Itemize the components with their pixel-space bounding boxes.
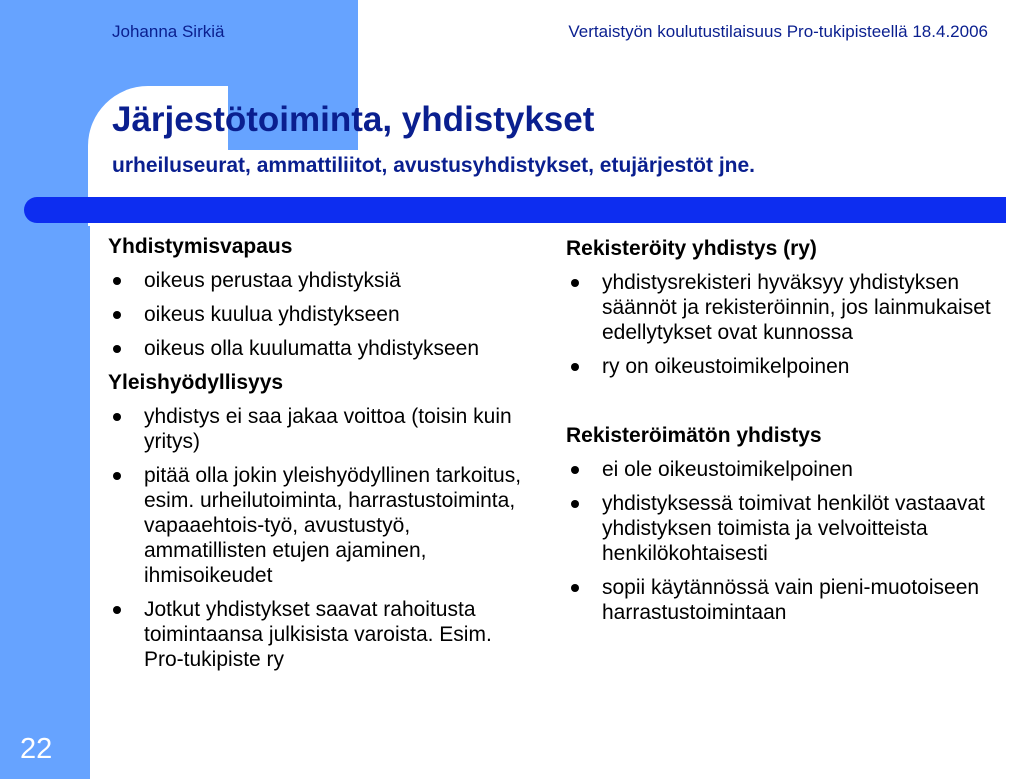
bullet-icon [113, 311, 121, 319]
list-item-text: yhdistys ei saa jakaa voittoa (toisin kuin yritys) [144, 405, 512, 453]
list-item [566, 270, 996, 345]
title-divider-bar [24, 197, 1006, 223]
bullet-list [566, 457, 996, 625]
bullet-icon [571, 500, 579, 508]
section-heading: Yleishyödyllisyys [108, 371, 284, 394]
list-item-text: ei ole oikeustoimikelpoinen [602, 458, 853, 481]
slide-title: Järjestötoiminta, yhdistykset [112, 100, 595, 139]
list-item-text: yhdistysrekisteri hyväksyy yhdistyksen säännöt ja rekisteröinnin, jos lainmukaiset edellytykset ovat kunnossa [602, 271, 991, 344]
list-item-text: Jotkut yhdistykset saavat rahoitusta toimintaansa julkisista varoista. Esim. Pro-tukipiste ry [144, 598, 492, 671]
list-item-text: oikeus kuulua yhdistykseen [144, 303, 400, 326]
list-item [108, 597, 528, 672]
list-item [108, 463, 528, 588]
section-heading: Rekisteröity yhdistys (ry) [566, 237, 817, 260]
list-item-text: oikeus olla kuulumatta yhdistykseen [144, 337, 480, 360]
list-item [108, 268, 528, 293]
list-item [566, 354, 996, 379]
list-item [566, 491, 996, 566]
list-item [108, 404, 528, 454]
slide-subtitle: urheiluseurat, ammattiliitot, avustusyhdistykset, etujärjestöt jne. [112, 154, 756, 177]
list-item [108, 336, 528, 361]
bullet-icon [113, 277, 121, 285]
header-event: Vertaistyön koulutustilaisuus Pro-tukipisteellä 18.4.2006 [568, 22, 988, 41]
bullet-icon [113, 472, 121, 480]
bullet-icon [571, 279, 579, 287]
bullet-icon [571, 584, 579, 592]
bullet-list [108, 404, 528, 672]
list-item [566, 457, 996, 482]
section-heading: Rekisteröimätön yhdistys [566, 424, 822, 447]
bullet-list [566, 270, 996, 379]
list-item-text: ry on oikeustoimikelpoinen [602, 355, 850, 378]
bullet-icon [113, 413, 121, 421]
bullet-icon [113, 345, 121, 353]
list-item-text: yhdistyksessä toimivat henkilöt vastaavat yhdistyksen toimista ja velvoitteista henkilökohtaisesti [602, 492, 985, 565]
list-item [108, 302, 528, 327]
list-item-text: pitää olla jokin yleishyödyllinen tarkoitus, esim. urheilutoiminta, harrastustoiminta, vapaaehtois-työ, avustustyö, ammatillisten etujen ajaminen, ihmisoikeudet [144, 464, 522, 587]
list-item-text: oikeus perustaa yhdistyksiä [144, 269, 401, 292]
header-author: Johanna Sirkiä [112, 22, 225, 41]
page-number: 22 [20, 733, 53, 765]
bullet-icon [113, 606, 121, 614]
bullet-icon [571, 363, 579, 371]
bullet-list [108, 268, 528, 361]
list-item-text: sopii käytännössä vain pieni-muotoiseen harrastustoimintaan [602, 576, 980, 624]
bullet-icon [571, 466, 579, 474]
section-heading: Yhdistymisvapaus [108, 235, 293, 258]
left-column [108, 234, 528, 681]
right-column [566, 236, 996, 634]
list-item [566, 575, 996, 625]
section-spacer [566, 388, 996, 423]
